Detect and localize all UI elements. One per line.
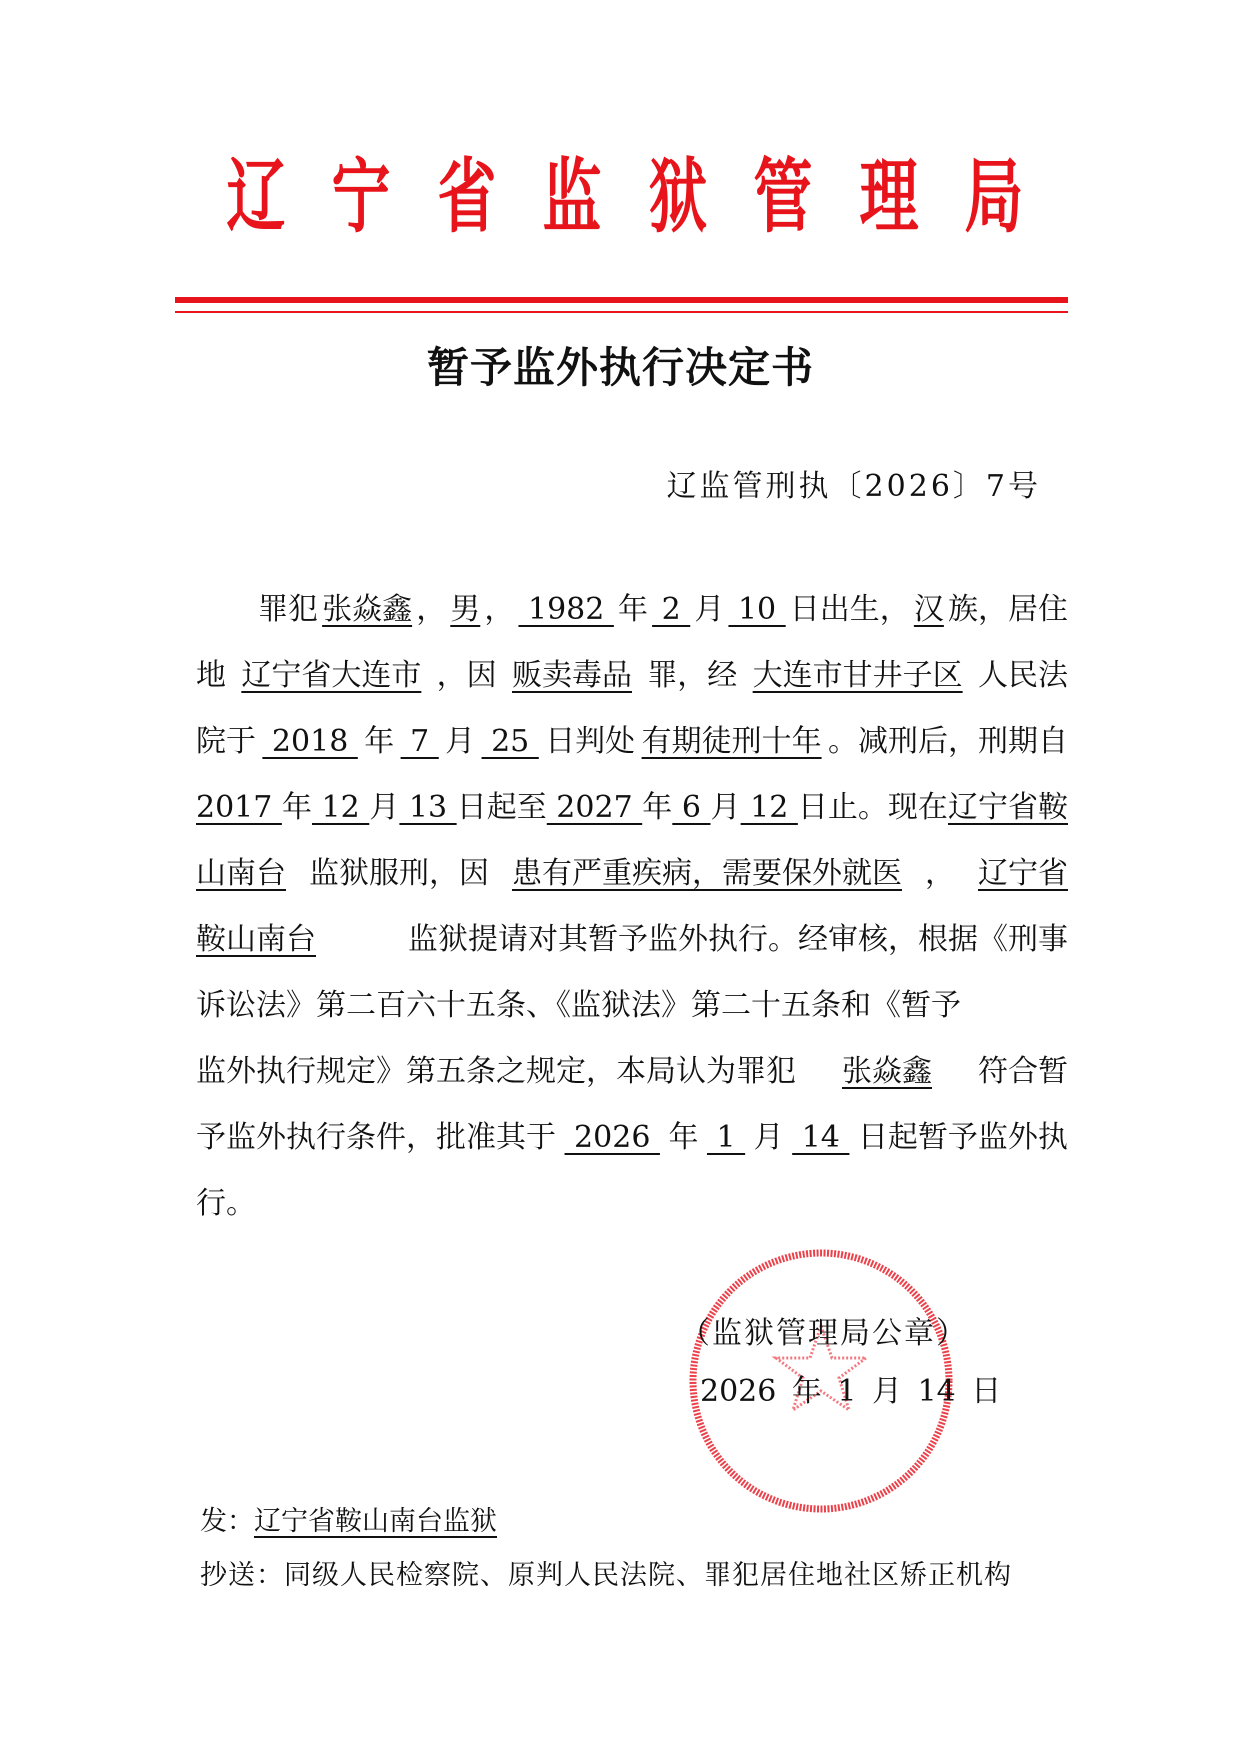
filled-field: 1 bbox=[706, 1120, 746, 1155]
body-text: 监外执行规定》第五条之规定，本局认为罪犯 bbox=[196, 1054, 796, 1089]
body-text: 日判处 bbox=[545, 724, 636, 759]
body-text: ， bbox=[925, 856, 955, 891]
filled-field: 2 bbox=[652, 592, 691, 627]
body-text: 地 bbox=[196, 658, 226, 693]
filled-field: 有期徒刑十年 bbox=[641, 724, 822, 759]
filled-field: 张焱鑫 bbox=[842, 1054, 932, 1089]
body-text: 族，居住 bbox=[947, 592, 1068, 627]
body-text: 月 bbox=[694, 592, 725, 627]
body-text: 日止。现在 bbox=[797, 790, 948, 825]
header-divider-thick bbox=[175, 297, 1068, 303]
body-text: 日起至 bbox=[456, 790, 547, 825]
body-text: 年 bbox=[668, 1120, 699, 1155]
header-char: 宁 bbox=[331, 148, 391, 244]
body-line bbox=[196, 712, 1068, 778]
body-text: 罪，经 bbox=[647, 658, 738, 693]
body-text: 日起暂予监外执 bbox=[857, 1120, 1068, 1155]
filled-field: 患有严重疾病，需要保外就医 bbox=[512, 856, 902, 891]
body-line bbox=[196, 910, 1068, 976]
filled-field: 2026 bbox=[564, 1120, 660, 1155]
filled-field: 辽宁省鞍 bbox=[947, 790, 1068, 825]
filled-field: 14 bbox=[792, 1120, 850, 1155]
filled-field: 汉 bbox=[913, 592, 944, 627]
body-text: 人民法 bbox=[977, 658, 1068, 693]
signing-date: 2026 年 1 月 14 日 bbox=[700, 1374, 1002, 1409]
filled-field: 2017 bbox=[196, 790, 282, 825]
header-char: 理 bbox=[859, 148, 918, 244]
body-text: ， bbox=[416, 592, 447, 627]
filled-field: 辽宁省 bbox=[978, 856, 1068, 891]
body-line bbox=[196, 778, 1068, 844]
header-char: 狱 bbox=[648, 148, 708, 244]
body-text: 月 bbox=[369, 790, 400, 825]
filled-field: 2027 bbox=[546, 790, 643, 825]
body-line bbox=[196, 580, 1068, 646]
body-text: 年 bbox=[364, 724, 395, 759]
cc-recipients: 同级人民检察院、原判人民法院、罪犯居住地社区矫正机构 bbox=[284, 1560, 1012, 1591]
body-text: 月 bbox=[753, 1120, 784, 1155]
body-text: 月 bbox=[710, 790, 741, 825]
body-text: 年 bbox=[617, 592, 648, 627]
filled-field: 12 bbox=[312, 790, 370, 825]
header-char: 监 bbox=[542, 148, 602, 244]
body-line bbox=[196, 1174, 1068, 1240]
body-line bbox=[196, 976, 1068, 1042]
filled-field: 6 bbox=[672, 790, 711, 825]
filled-field: 男 bbox=[450, 592, 481, 627]
filled-field: 12 bbox=[740, 790, 798, 825]
body-line bbox=[196, 1042, 1068, 1108]
cc-line bbox=[200, 1556, 1012, 1596]
body-text: 监狱服刑，因 bbox=[309, 856, 489, 891]
send-recipient: 辽宁省鞍山南台监狱 bbox=[254, 1506, 497, 1537]
body-text: 年 bbox=[642, 790, 673, 825]
filled-field: 大连市甘井子区 bbox=[752, 658, 963, 693]
body-text: 。减刑后，刑期自 bbox=[827, 724, 1068, 759]
body-text: 符合暂 bbox=[978, 1054, 1068, 1089]
document-number: 辽监管刑执〔2026〕7号 bbox=[666, 469, 1041, 504]
filled-field: 贩卖毒品 bbox=[511, 658, 632, 693]
filled-field: 7 bbox=[400, 724, 439, 759]
send-label: 发： bbox=[200, 1506, 254, 1537]
issuing-authority-header bbox=[225, 148, 1025, 244]
filled-field: 10 bbox=[728, 592, 786, 627]
document-body bbox=[196, 580, 1068, 1240]
body-line bbox=[196, 646, 1068, 712]
body-line bbox=[196, 1108, 1068, 1174]
body-text: ， bbox=[484, 592, 515, 627]
body-text: 监狱提请对其暂予监外执行。经审核，根据《刑事 bbox=[408, 922, 1068, 957]
header-char: 省 bbox=[437, 148, 497, 244]
filled-field: 25 bbox=[481, 724, 539, 759]
body-text: 年 bbox=[281, 790, 312, 825]
filled-field: 1982 bbox=[518, 592, 614, 627]
body-text: 日出生， bbox=[789, 592, 910, 627]
header-char: 管 bbox=[753, 148, 813, 244]
filled-field: 13 bbox=[399, 790, 457, 825]
body-text: 予监外执行条件，批准其于 bbox=[196, 1120, 556, 1155]
seal-label: （监狱管理局公章） bbox=[680, 1316, 968, 1351]
header-divider-thin bbox=[175, 311, 1068, 313]
filled-field: 辽宁省大连市 bbox=[241, 658, 422, 693]
header-char: 局 bbox=[964, 148, 1024, 244]
cc-label: 抄送： bbox=[200, 1560, 284, 1591]
filled-field: 2018 bbox=[262, 724, 358, 759]
filled-field: 山南台 bbox=[196, 856, 286, 891]
body-text: 诉讼法》第二百六十五条、《监狱法》第二十五条和《暂予 bbox=[196, 988, 961, 1023]
body-text: 院于 bbox=[196, 724, 256, 759]
filled-field: 张焱鑫 bbox=[322, 592, 413, 627]
distribution-line bbox=[200, 1502, 497, 1542]
document-title: 暂予监外执行决定书 bbox=[426, 343, 814, 392]
body-text: 罪犯 bbox=[258, 592, 318, 627]
body-text: 月 bbox=[445, 724, 476, 759]
filled-field: 鞍山南台 bbox=[196, 922, 316, 957]
body-text: 行。 bbox=[196, 1186, 256, 1221]
body-text: ，因 bbox=[436, 658, 497, 693]
header-char: 辽 bbox=[226, 148, 286, 244]
body-line bbox=[196, 844, 1068, 910]
